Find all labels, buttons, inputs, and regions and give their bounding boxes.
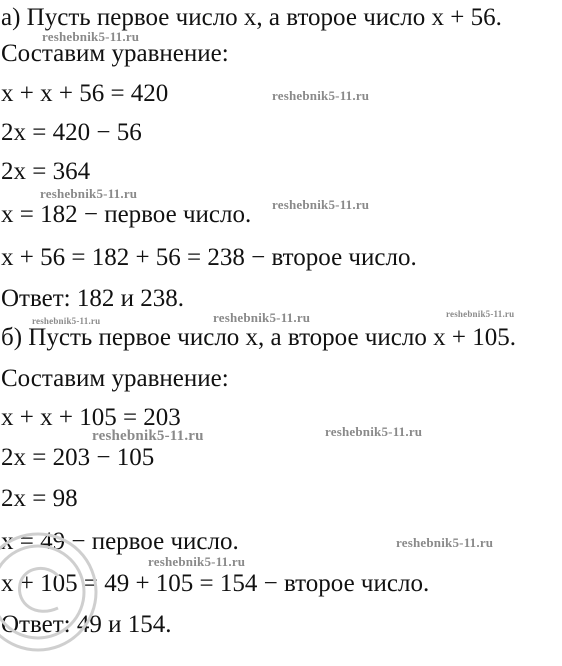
watermark: reshebnik5-11.ru (40, 186, 138, 201)
watermark: reshebnik5-11.ru (213, 310, 311, 325)
watermark: reshebnik5-11.ru (272, 197, 370, 212)
watermark: reshebnik5-11.ru (42, 29, 140, 44)
part-b-equation-2: 2x = 203 − 105 (1, 444, 155, 471)
part-a-equation-4: x = 182 − первое число. (1, 201, 252, 228)
part-a-statement: а) Пусть первое число x, а второе число x + 56. (1, 4, 502, 31)
watermark: reshebnik5-11.ru (148, 554, 246, 569)
part-a-equation-2: 2x = 420 − 56 (1, 119, 142, 146)
watermark: reshebnik5-11.ru (32, 316, 101, 326)
part-a-equation-1: x + x + 56 = 420 (1, 80, 169, 107)
part-b-answer: Ответ: 49 и 154. (1, 611, 172, 638)
part-b-equation-1: x + x + 105 = 203 (1, 404, 181, 431)
part-b-equation-4: x = 49 − первое число. (1, 528, 239, 555)
part-b-equation-5: x + 105 = 49 + 105 = 154 − второе число. (1, 570, 430, 597)
part-a-equation-5: x + 56 = 182 + 56 = 238 − второе число. (1, 244, 417, 271)
part-a-intro: Составим уравнение: (1, 40, 229, 67)
part-b-intro: Составим уравнение: (1, 365, 229, 392)
part-a-answer: Ответ: 182 и 238. (1, 285, 184, 312)
watermark: reshebnik5-11.ru (272, 88, 370, 103)
part-a-equation-3: 2x = 364 (1, 158, 91, 185)
watermark: reshebnik5-11.ru (396, 535, 494, 550)
watermark: reshebnik5-11.ru (92, 428, 204, 444)
part-b-equation-3: 2x = 98 (1, 485, 78, 512)
watermark: reshebnik5-11.ru (446, 309, 515, 319)
part-b-statement: б) Пусть первое число x, а второе число x + 105. (1, 324, 516, 351)
watermark-stamp (0, 480, 135, 666)
watermark: reshebnik5-11.ru (325, 424, 423, 439)
